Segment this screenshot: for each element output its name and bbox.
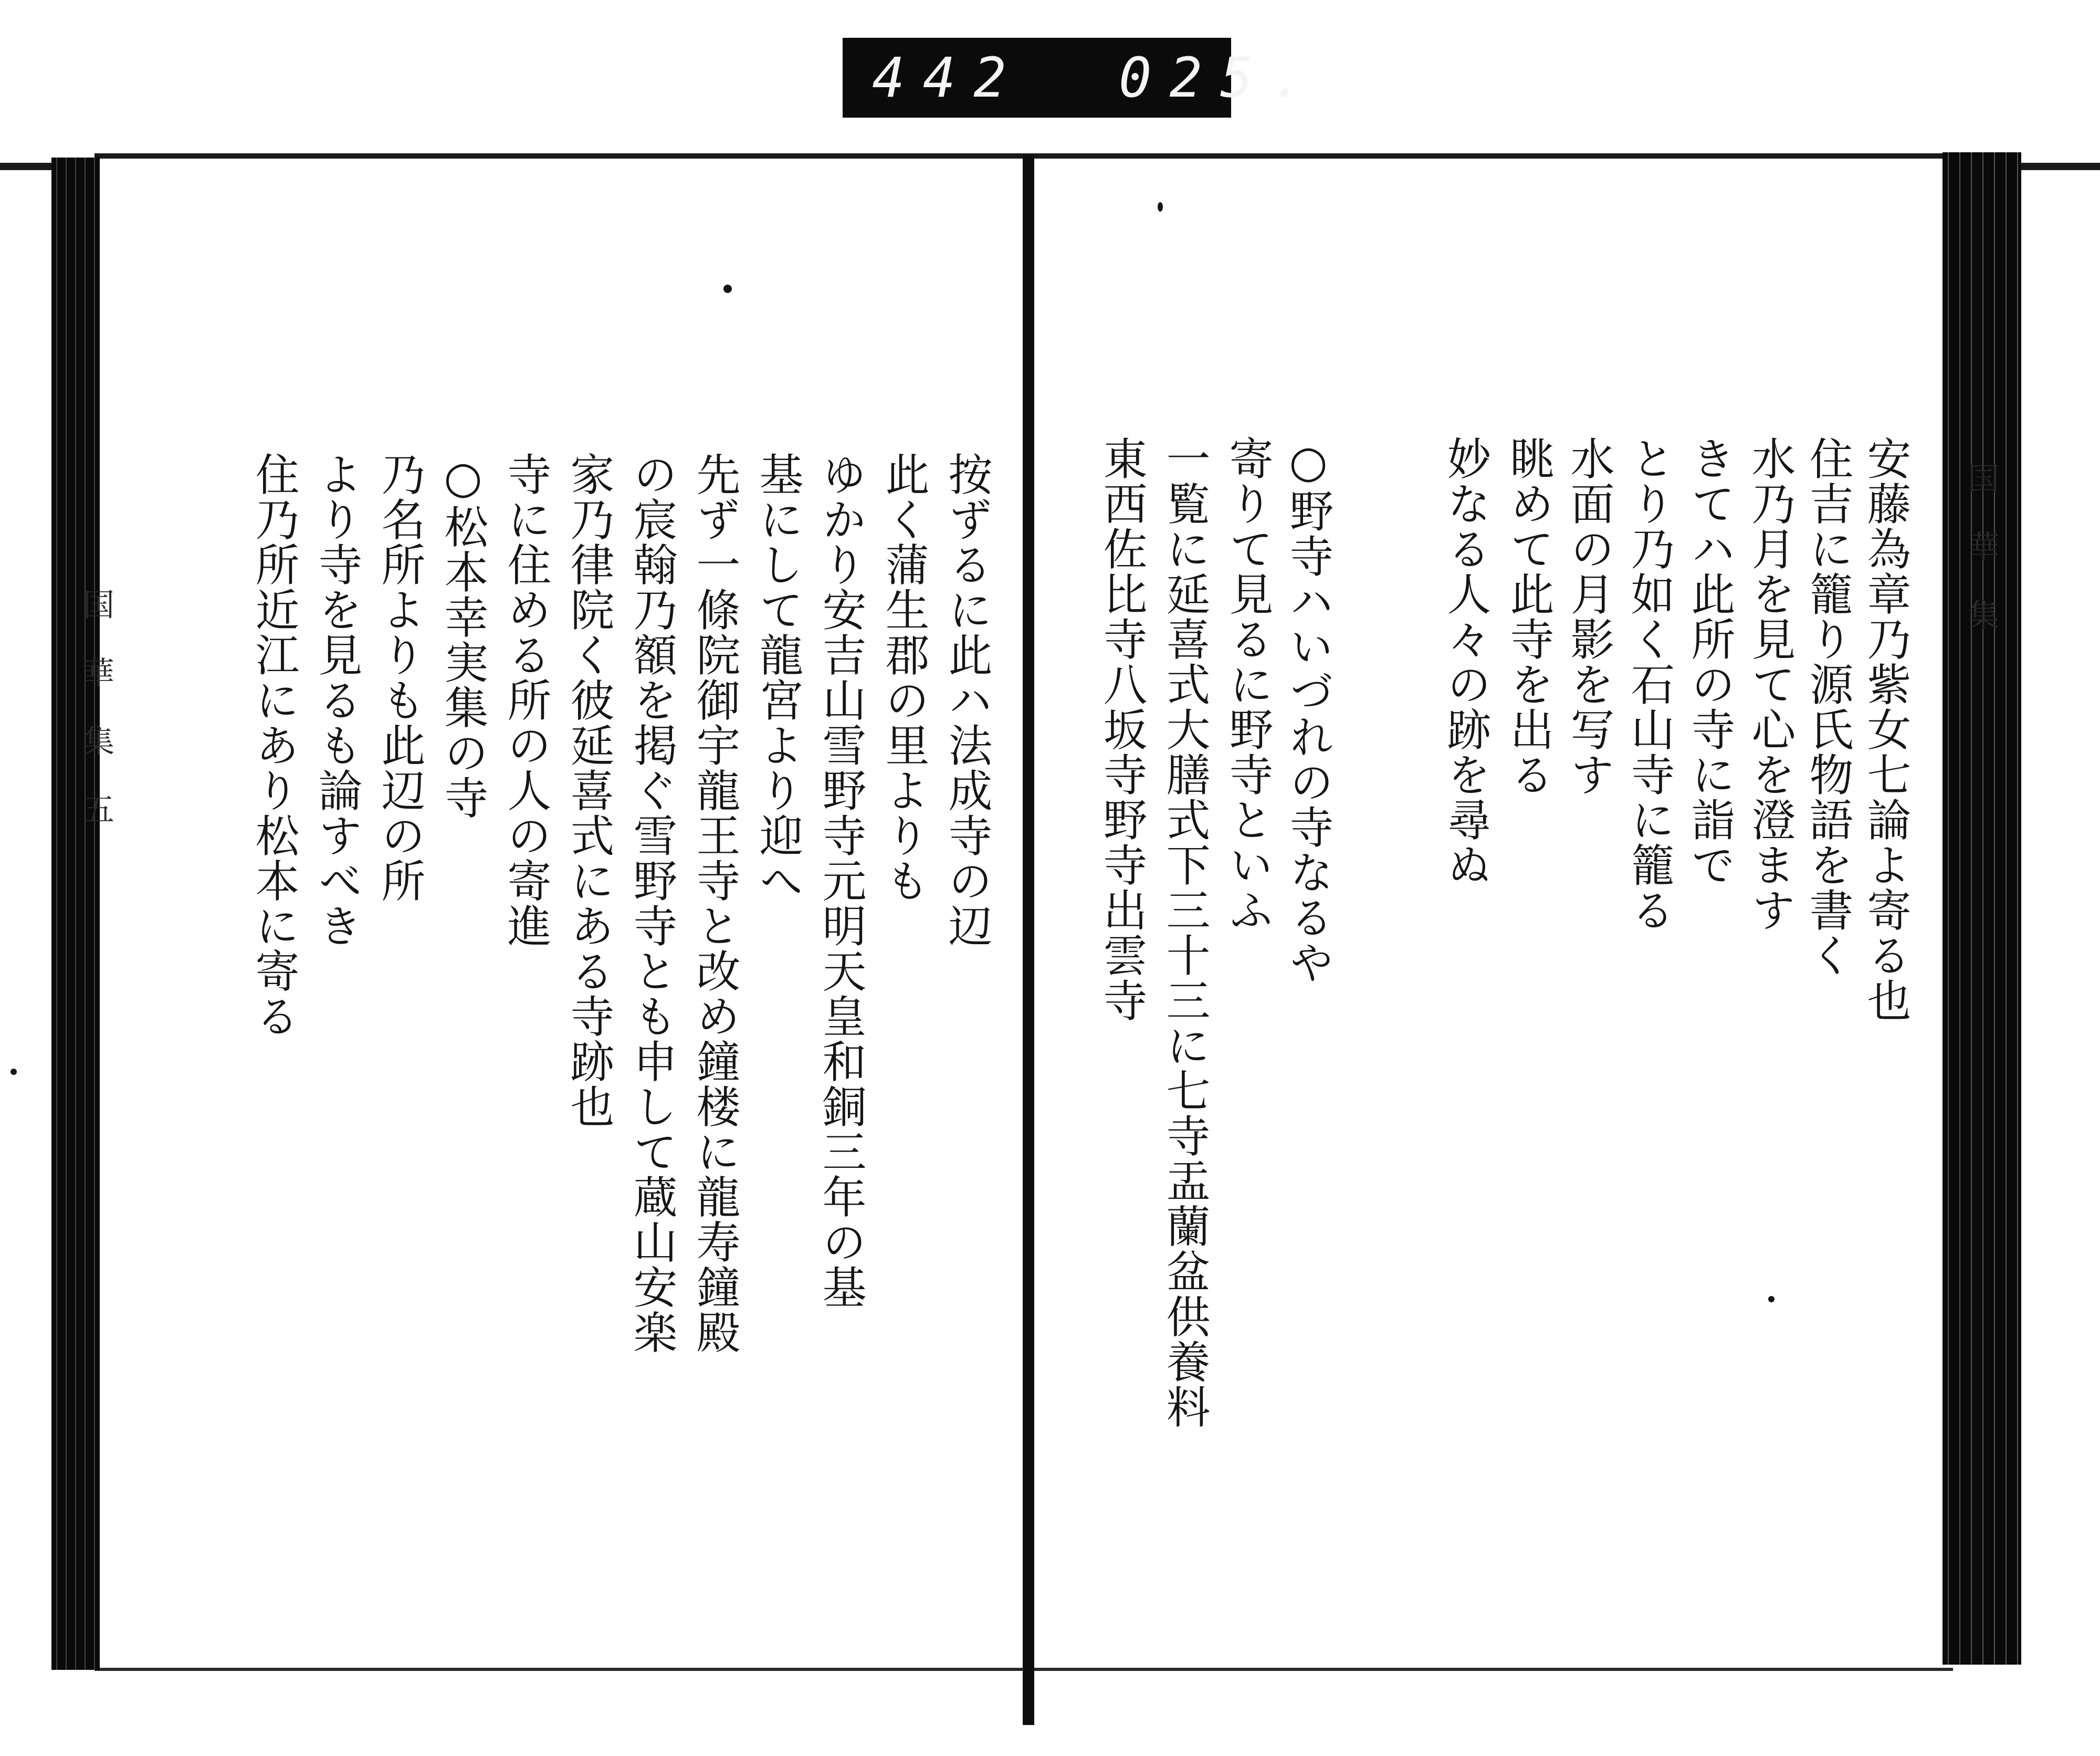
left-col-9: ○松本幸実集の寺 bbox=[437, 452, 489, 820]
microfilm-frame-counter bbox=[843, 38, 1322, 118]
left-col-4: 基にして龍宮より迎へ bbox=[752, 452, 804, 903]
left-col-2: 此く蒲生郡の里よりも bbox=[878, 452, 930, 903]
outer-top-rule bbox=[2021, 164, 2100, 170]
left-col-6: の宸翰乃額を掲ぐ雪野寺とも申して蔵山安楽 bbox=[626, 452, 678, 1355]
right-col-10: 寄りて見るに野寺といふ bbox=[1222, 436, 1274, 933]
left-col-7: 家乃律院く彼延喜式にある寺跡也 bbox=[563, 452, 615, 1129]
ink-speck bbox=[1768, 1296, 1774, 1302]
ink-speck bbox=[723, 285, 732, 293]
right-col-5: とり乃如く石山寺に籠る bbox=[1624, 436, 1675, 933]
left-spine-edge bbox=[51, 158, 100, 1670]
volume-number: 442 bbox=[872, 46, 1024, 110]
left-col-5: 先ず一條院御宇龍王寺と改め鐘楼に龍寿鐘殿 bbox=[689, 452, 741, 1355]
right-col-12: 東西佐比寺八坂寺野寺出雲寺 bbox=[1096, 436, 1148, 1023]
left-col-1: 按ずるに此ハ法成寺の辺 bbox=[941, 452, 993, 948]
left-spine-label: 国 華 集 五 bbox=[78, 588, 114, 824]
left-col-11: より寺を見るも論すべき bbox=[311, 452, 363, 948]
right-col-1: 安藤為章乃紫女七論よ寄る也 bbox=[1860, 436, 1912, 1023]
right-col-2: 住吉に籠り源氏物語を書く bbox=[1802, 436, 1854, 978]
right-col-8: 妙なる人々の跡を尋ぬ bbox=[1440, 436, 1492, 887]
ink-speck bbox=[10, 1069, 17, 1075]
right-spine-label: 国 華 集 bbox=[1962, 462, 1999, 630]
left-col-3: ゆかり安吉山雪野寺元明天皇和銅三年の基 bbox=[815, 452, 867, 1310]
left-col-8: 寺に住める所の人の寄進 bbox=[500, 452, 552, 948]
outer-page-edge bbox=[2021, 164, 2100, 1634]
left-col-10: 乃名所よりも此辺の所 bbox=[374, 452, 426, 903]
ink-speck bbox=[1158, 202, 1163, 212]
frame-number: 025. bbox=[1118, 46, 1322, 110]
left-page bbox=[94, 153, 1029, 1671]
center-gutter bbox=[1023, 155, 1034, 1725]
right-col-6: 水面の月影を写す bbox=[1563, 436, 1615, 797]
right-col-4: きてハ此所の寺に詣で bbox=[1684, 436, 1736, 887]
right-col-3: 水乃月を見て心を澄ます bbox=[1745, 436, 1796, 933]
right-spine-edge bbox=[1942, 152, 2021, 1665]
right-col-7: 眺めて此寺を出る bbox=[1503, 436, 1555, 797]
right-col-9: ○野寺ハいづれの寺なるや bbox=[1283, 436, 1334, 985]
left-col-12: 住乃所近江にあり松本に寄る bbox=[248, 452, 300, 1039]
right-col-11: 一覧に延喜式大膳式下三十三に七寺盂蘭盆供養料 bbox=[1159, 436, 1211, 1429]
